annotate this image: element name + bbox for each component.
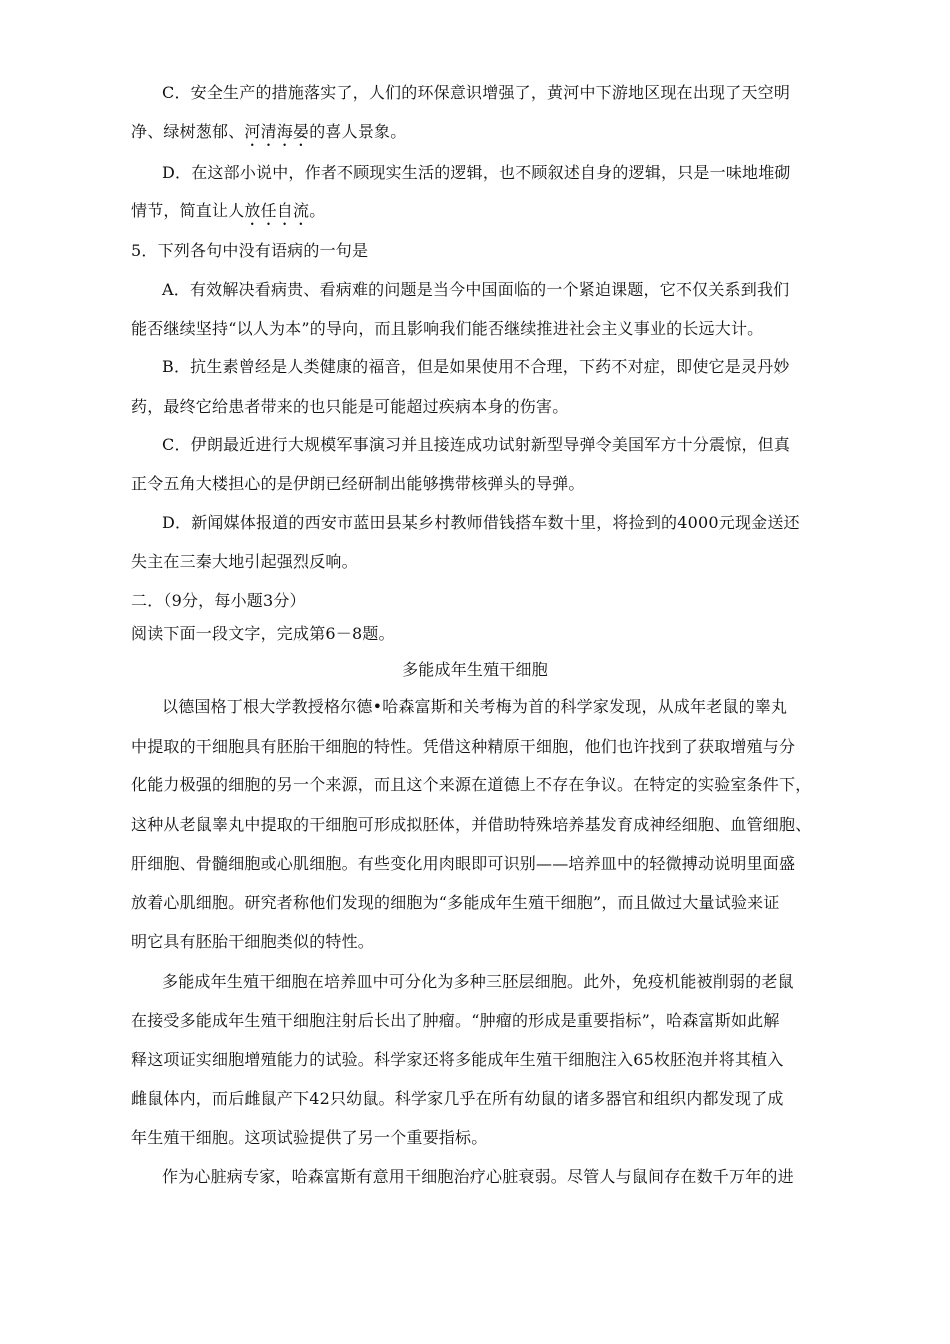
paragraph-1-line-6: 放着心肌细胞。研究者称他们发现的细胞为“多能成年生殖干细胞”，而且做过大量试验来证 (131, 893, 780, 912)
text-span: 情节，简直让人 (131, 201, 245, 220)
paragraph-3-line-1: 作为心脏病专家，哈森富斯有意用干细胞治疗心脏衰弱。尽管人与鼠间存在数千万年的进 (162, 1167, 794, 1186)
reading-instruction: 阅读下面一段文字，完成第6－8题。 (131, 624, 395, 643)
paragraph-1-line-1: 以德国格丁根大学教授格尔德•哈森富斯和关考梅为首的科学家发现，从成年老鼠的睾丸 (162, 697, 788, 716)
q5-option-b-line-1: B．抗生素曾经是人类健康的福音，但是如果使用不合理，下药不对症，即使它是灵丹妙 (162, 357, 790, 376)
q5-option-a-line-2: 能否继续坚持“以人为本”的导向，而且影响我们能否继续推进社会主义事业的长远大计。 (131, 319, 764, 338)
emphasized-phrase: 河清海晏 (244, 122, 310, 141)
paragraph-2-line-3: 释这项证实细胞增殖能力的试验。科学家还将多能成年生殖干细胞注入65枚胚泡并将其植入 (131, 1050, 784, 1069)
section-2-heading: 二．（9分，每小题3分） (131, 591, 306, 610)
q5-option-a-line-1: A．有效解决看病贵、看病难的问题是当今中国面临的一个紧迫课题，它不仅关系到我们 (162, 280, 790, 299)
paragraph-2-line-2: 在接受多能成年生殖干细胞注射后长出了肿瘤。“肿瘤的形成是重要指标”，哈森富斯如此解 (131, 1011, 780, 1030)
paragraph-1-line-3: 化能力极强的细胞的另一个来源，而且这个来源在道德上不存在争议。在特定的实验室条件下， (131, 775, 812, 794)
text-span: 。 (309, 201, 326, 220)
q5-option-c-line-1: C．伊朗最近进行大规模军事演习并且接连成功试射新型导弹令美国军方十分震惊，但真 (162, 435, 791, 454)
paragraph-1-line-4: 这种从老鼠睾丸中提取的干细胞可形成拟胚体，并借助特殊培养基发育成神经细胞、血管细胞、 (131, 815, 812, 834)
q5-option-d-line-1: D．新闻媒体报道的西安市蓝田县某乡村教师借钱搭车数十里，将捡到的4000元现金送还 (162, 513, 800, 532)
option-d-line-2 (131, 200, 831, 229)
question-5: 5．下列各句中没有语病的一句是 (131, 241, 369, 260)
option-d-line-1: D．在这部小说中，作者不顾现实生活的逻辑，也不顾叙述自身的逻辑，只是一味地堆砌 (162, 163, 791, 182)
paragraph-1-line-7: 明它具有胚胎干细胞类似的特性。 (131, 932, 375, 951)
paragraph-2-line-1: 多能成年生殖干细胞在培养皿中可分化为多种三胚层细胞。此外，免疫机能被削弱的老鼠 (162, 972, 794, 991)
q5-option-b-line-2: 药，最终它给患者带来的也只能是可能超过疾病本身的伤害。 (131, 397, 569, 416)
emphasized-phrase: 放任自流 (244, 201, 310, 220)
paragraph-1-line-2: 中提取的干细胞具有胚胎干细胞的特性。凭借这种精原干细胞，他们也许找到了获取增殖与分 (131, 737, 796, 756)
paragraph-1-line-5: 肝细胞、骨髓细胞或心肌细胞。有些变化用肉眼即可识别——培养皿中的轻微搏动说明里面盛 (131, 854, 796, 873)
option-c-line-2 (131, 121, 831, 150)
q5-option-d-line-2: 失主在三秦大地引起强烈反响。 (131, 552, 358, 571)
text-span: 净、绿树葱郁、 (131, 122, 245, 141)
passage-title: 多能成年生殖干细胞 (402, 660, 548, 679)
option-c-line-1: C．安全生产的措施落实了，人们的环保意识增强了，黄河中下游地区现在出现了天空明 (162, 83, 791, 102)
paragraph-2-line-4: 雌鼠体内，而后雌鼠产下42只幼鼠。科学家几乎在所有幼鼠的诸多器官和组织内都发现了成 (131, 1089, 784, 1108)
paragraph-2-line-5: 年生殖干细胞。这项试验提供了另一个重要指标。 (131, 1128, 488, 1147)
q5-option-c-line-2: 正令五角大楼担心的是伊朗已经研制出能够携带核弹头的导弹。 (131, 474, 585, 493)
text-span: 的喜人景象。 (309, 122, 407, 141)
